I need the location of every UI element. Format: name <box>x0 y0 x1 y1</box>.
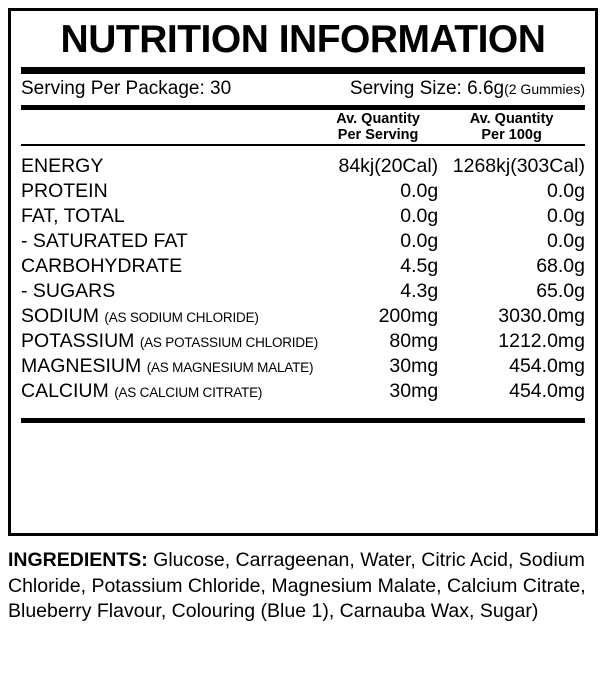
divider-top <box>21 67 585 74</box>
nutrient-qualifier: (AS CALCIUM CITRATE) <box>114 385 263 400</box>
nutrient-per-serving: 0.0g <box>400 230 439 252</box>
table-row <box>21 254 585 279</box>
serving-size: Serving Size: 6.6g <box>349 78 505 99</box>
nutrient-name: CARBOHYDRATE <box>21 255 183 277</box>
nutrient-per-100g: 68.0g <box>536 255 585 277</box>
spacer-row <box>21 146 585 154</box>
nutrient-per-serving: 200mg <box>378 305 439 327</box>
serving-summary-row <box>21 74 585 105</box>
ingredients-text: Glucose, Carrageenan, Water, Citric Acid, Sodium Chloride, Potassium Chloride, Magnesium Malate, Calcium Citrate, Blueberry Flavour, Colouring (Blue 1), Carnauba Wax, Sugar) <box>8 549 586 622</box>
nutrient-per-100g: 65.0g <box>536 280 585 302</box>
header-per-100g-line2: Per 100g <box>481 127 542 143</box>
nutrient-per-serving: 30mg <box>389 380 439 402</box>
nutrient-per-serving: 30mg <box>389 355 439 377</box>
table-row <box>21 279 585 304</box>
header-per-serving-line2: Per Serving <box>337 127 419 143</box>
table-row <box>21 329 585 354</box>
table-row <box>21 179 585 204</box>
nutrient-name: MAGNESIUM <box>21 355 142 377</box>
nutrient-per-serving: 0.0g <box>400 180 439 202</box>
nutrient-per-serving: 80mg <box>389 330 439 352</box>
nutrient-name: - SUGARS <box>21 280 116 302</box>
table-row <box>21 229 585 254</box>
nutrient-qualifier: (AS POTASSIUM CHLORIDE) <box>139 335 318 350</box>
nutrient-per-100g: 454.0mg <box>509 380 585 402</box>
table-row <box>21 379 585 404</box>
serving-per-package: Serving Per Package: 30 <box>21 78 232 99</box>
table-row <box>21 154 585 179</box>
serving-size-group <box>350 78 585 100</box>
table-row <box>21 304 585 329</box>
ingredients-section <box>8 548 600 625</box>
nutrient-name: ENERGY <box>21 155 104 177</box>
nutrient-qualifier: (AS MAGNESIUM MALATE) <box>146 360 314 375</box>
nutrient-name: FAT, TOTAL <box>21 205 125 227</box>
page-title: NUTRITION INFORMATION <box>60 18 546 61</box>
nutrient-per-serving: 0.0g <box>400 205 439 227</box>
nutrient-per-100g: 454.0mg <box>509 355 585 377</box>
nutrient-per-serving: 4.3g <box>400 280 439 302</box>
header-blank <box>21 110 318 144</box>
serving-size-note: (2 Gummies) <box>504 81 585 97</box>
nutrient-per-serving: 4.5g <box>400 255 439 277</box>
nutrient-name: - SATURATED FAT <box>21 230 188 252</box>
nutrient-qualifier: (AS SODIUM CHLORIDE) <box>104 310 259 325</box>
header-per-serving <box>318 110 438 144</box>
divider-bottom <box>21 418 585 423</box>
nutrient-per-100g: 0.0g <box>547 205 585 227</box>
nutrient-per-100g: 1268kj(303Cal) <box>452 155 585 177</box>
nutrient-per-100g: 0.0g <box>547 180 585 202</box>
table-row <box>21 204 585 229</box>
nutrition-panel-inner <box>21 17 585 527</box>
nutrient-per-serving: 84kj(20Cal) <box>338 155 439 177</box>
header-per-100g <box>438 110 585 144</box>
table-row <box>21 354 585 379</box>
nutrient-per-100g: 3030.0mg <box>498 305 585 327</box>
nutrient-per-100g: 0.0g <box>547 230 585 252</box>
nutrition-table <box>21 110 585 404</box>
nutrient-name: POTASSIUM <box>21 330 135 352</box>
ingredients-heading: INGREDIENTS: <box>8 549 148 571</box>
nutrient-per-100g: 1212.0mg <box>498 330 585 352</box>
nutrition-information-panel <box>8 8 598 536</box>
nutrient-name: CALCIUM <box>21 380 109 402</box>
header-per-serving-line1: Av. Quantity <box>336 111 420 127</box>
table-header-row <box>21 110 585 144</box>
nutrient-name: PROTEIN <box>21 180 108 202</box>
nutrient-name: SODIUM <box>21 305 99 327</box>
header-per-100g-line1: Av. Quantity <box>469 111 554 127</box>
